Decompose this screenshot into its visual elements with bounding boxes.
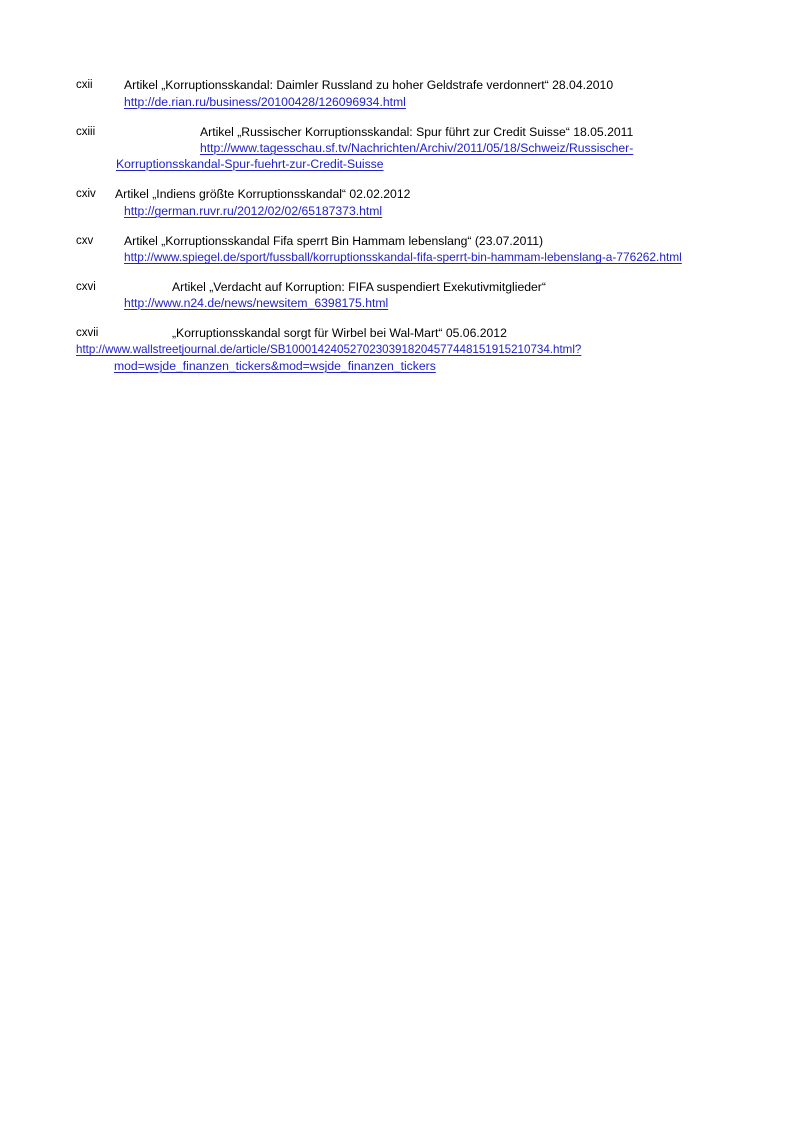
endnote-link-cxii[interactable]: http://de.rian.ru/business/20100428/126096934.html: [124, 95, 406, 109]
endnote-marker-cxvii: cxvii: [76, 327, 99, 339]
endnote-text-cxv: Artikel „Korruptionsskandal Fifa sperrt Bin Hammam lebenslang“ (23.07.2011): [124, 234, 544, 248]
endnote-marker-cxvi: cxvi: [76, 281, 96, 293]
endnote-link-cxvii-line-2[interactable]: mod=wsjde_finanzen_tickers&mod=wsjde_finanzen_tickers: [114, 359, 436, 373]
endnote-text-cxiv: Artikel „Indiens größte Korruptionsskandal“ 02.02.2012: [115, 187, 411, 201]
endnote-marker-cxii: cxii: [76, 79, 93, 91]
endnote-marker-cxv: cxv: [76, 235, 94, 247]
endnote-link-cxv[interactable]: http://www.spiegel.de/sport/fussball/korruptionsskandal-fifa-sperrt-bin-hammam-lebenslang-a-776262.html: [124, 250, 682, 264]
endnote-link-cxiv[interactable]: http://german.ruvr.ru/2012/02/02/65187373.html: [124, 204, 383, 218]
endnote-text-cxii: Artikel „Korruptionsskandal: Daimler Russland zu hoher Geldstrafe verdonnert“ 28.04.2010: [124, 78, 614, 92]
endnote-link-cxiii-line-2[interactable]: Korruptionsskandal-Spur-fuehrt-zur-Credit-Suisse: [116, 157, 384, 171]
endnote-marker-cxiv: cxiv: [76, 188, 96, 200]
endnote-link-cxvi[interactable]: http://www.n24.de/news/newsitem_6398175.html: [124, 296, 389, 310]
endnote-text-cxvii: „Korruptionsskandal sorgt für Wirbel bei Wal-Mart“ 05.06.2012: [172, 326, 507, 340]
endnote-text-cxiii: Artikel „Russischer Korruptionsskandal: Spur führt zur Credit Suisse“ 18.05.2011: [200, 125, 634, 139]
endnote-link-cxiii-line-1[interactable]: http://www.tagesschau.sf.tv/Nachrichten/Archiv/2011/05/18/Schweiz/Russischer-: [200, 141, 634, 155]
endnote-marker-cxiii: cxiii: [76, 126, 96, 138]
endnote-text-cxvi: Artikel „Verdacht auf Korruption: FIFA suspendiert Exekutivmitglieder“: [172, 280, 546, 294]
endnote-link-cxvii-line-1[interactable]: http://www.wallstreetjournal.de/article/SB10001424052702303918204577448151915210734.html?: [76, 343, 582, 356]
